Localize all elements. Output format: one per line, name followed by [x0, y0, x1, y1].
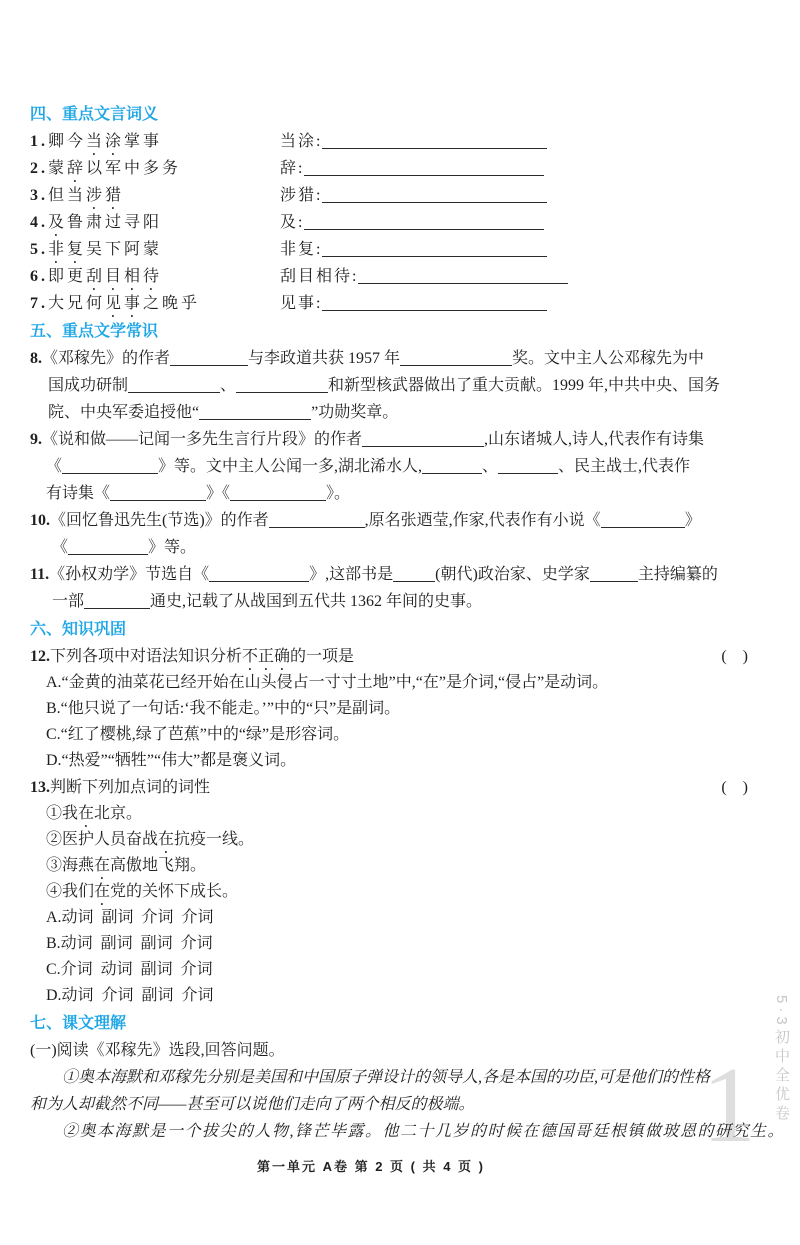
text-segment: 抗疫一线。	[174, 831, 255, 848]
text-segment: 当涂:	[280, 133, 323, 150]
answer-bracket: ( )	[721, 648, 748, 665]
fill-in-blank	[322, 186, 547, 203]
fill-in-blank	[128, 376, 220, 393]
text-segment: 在	[94, 857, 111, 874]
text-segment: ,原名张迺莹,作家,代表作有小说《	[364, 512, 601, 529]
text-segment: 非复:	[280, 241, 323, 258]
question8-line3	[30, 399, 762, 426]
text-segment: 但当	[48, 187, 87, 204]
text-segment: A.“金黄的油菜花已经开始在山头侵占一寸寸土地”中,“在”是介词,“侵占”是动词。	[46, 674, 609, 691]
question9-line2	[30, 453, 762, 480]
answer-blank-line	[280, 290, 762, 317]
section7-title: 七、课文理解	[30, 1015, 127, 1032]
passage-para1-line2	[30, 1091, 762, 1118]
text-segment: 1.	[30, 133, 48, 150]
fill-in-blank	[590, 565, 638, 582]
classical-word-row	[30, 263, 762, 290]
text-segment: 通史,记载了从战国到五代共 1362 年间的史事。	[150, 593, 483, 610]
text-segment: ②医护人员奋战	[46, 831, 159, 848]
fill-in-blank	[84, 592, 150, 609]
text-segment: 刮目相待:	[280, 268, 359, 285]
question12-option-d	[30, 748, 762, 774]
text-segment: 奖。文中主人公邓稼先为中	[512, 350, 705, 367]
phrase	[30, 182, 280, 209]
text-segment: 有诗集《	[46, 485, 111, 502]
section4-title: 四、重点文言词义	[30, 106, 159, 123]
fill-in-blank	[601, 511, 685, 528]
fill-in-blank	[362, 430, 484, 447]
text-segment: 《	[52, 539, 69, 556]
text-segment: 12.	[30, 648, 50, 665]
classical-word-row	[30, 155, 762, 182]
answer-blank-line	[280, 263, 762, 290]
text-segment: 、	[220, 377, 237, 394]
text-segment: 院、中央军委追授他“	[48, 404, 200, 421]
text-segment: (朝代)政治家、史学家	[435, 566, 590, 583]
question8-line1	[30, 345, 762, 372]
fill-in-blank	[400, 349, 512, 366]
question13-stem-text	[30, 774, 210, 801]
text-segment: 》等。文中主人公闻一多,湖北浠水人,	[158, 458, 423, 475]
text-segment: 11.	[30, 566, 50, 583]
classical-word-row	[30, 209, 762, 236]
text-segment: 判断下列加点词的词性	[50, 779, 211, 796]
classical-word-row	[30, 182, 762, 209]
question12-option-a	[30, 670, 762, 696]
fill-in-blank	[358, 267, 568, 284]
text-segment: 见事	[105, 295, 144, 312]
text-segment: ”功勋奖章。	[311, 404, 399, 421]
phrase	[30, 209, 280, 236]
text-segment: D.“热爱”“牺牲”“伟大”都是褒义词。	[46, 752, 297, 769]
text-segment: B.“他只说了一句话:‘我不能走。’”中的“只”是副词。	[46, 700, 401, 717]
answer-blank-line	[280, 128, 762, 155]
question11-line2	[30, 588, 762, 615]
text-segment: 2.	[30, 160, 48, 177]
phrase	[30, 236, 280, 263]
text-segment: ,山东诸城人,诗人,代表作有诗集	[484, 431, 705, 448]
text-segment: ④我们	[46, 883, 95, 900]
text-segment: 》,这部书是	[309, 566, 394, 583]
text-segment: 5.	[30, 241, 48, 258]
answer-bracket: ( )	[721, 779, 748, 796]
text-segment: 吴下阿蒙	[86, 241, 163, 258]
question13-option-a	[30, 905, 762, 931]
text-segment: 和为人却截然不同——甚至可以说他们走向了两个相反的极端。	[30, 1096, 475, 1113]
text-segment: 《邓稼先》的作者	[42, 350, 171, 367]
fill-in-blank	[269, 511, 365, 528]
answer-blank-line	[280, 155, 762, 182]
question12-option-b	[30, 696, 762, 722]
text-segment: 》等。	[148, 539, 197, 556]
phrase	[30, 128, 280, 155]
text-segment: 涉猎	[86, 187, 125, 204]
text-segment: 、民主战士,代表作	[558, 458, 691, 475]
text-segment: 下列各项中对语法知识分析	[50, 648, 243, 665]
question9-line3	[30, 480, 762, 507]
text-segment: 非复	[48, 241, 87, 258]
text-segment: 不正确	[242, 648, 291, 665]
answer-blank-line	[280, 236, 762, 263]
section4-rows	[30, 128, 762, 317]
fill-in-blank	[304, 213, 544, 230]
text-segment: 与李政道共获 1957 年	[248, 350, 401, 367]
text-segment: 掌事	[124, 133, 163, 150]
question13-item-3	[30, 853, 762, 879]
section6-title: 六、知识巩固	[30, 621, 127, 638]
phrase	[30, 155, 280, 182]
question12-stem-text	[30, 643, 354, 670]
question13-option-c	[30, 957, 762, 983]
question10-line2	[30, 534, 762, 561]
question13-item-1	[30, 801, 762, 827]
question13-item-2	[30, 827, 762, 853]
fill-in-blank	[170, 349, 248, 366]
text-segment: 蒙	[48, 160, 68, 177]
question13-item-4	[30, 879, 762, 905]
question8-line2	[30, 372, 762, 399]
answer-blank-line	[280, 209, 762, 236]
text-segment: ①奥本海默和邓稼先分别是美国和中国原子弹设计的领导人,各是本国的功臣,可是他们的性格	[62, 1069, 711, 1086]
text-segment: 在	[94, 883, 111, 900]
fill-in-blank	[110, 484, 206, 501]
fill-in-blank	[304, 159, 544, 176]
text-segment: 当涂	[86, 133, 125, 150]
fill-in-blank	[230, 484, 326, 501]
text-segment: 辞	[67, 160, 87, 177]
fill-in-blank	[68, 538, 148, 555]
text-segment: 涉猎:	[280, 187, 323, 204]
question9-line1	[30, 426, 762, 453]
question10-line1	[30, 507, 762, 534]
text-segment: 北京。	[94, 805, 143, 822]
text-segment: 6.	[30, 268, 48, 285]
text-segment: 》《	[206, 485, 231, 502]
text-segment: 鲁肃过寻阳	[67, 214, 163, 231]
fill-in-blank	[199, 403, 311, 420]
text-segment: B.动词 副词 副词 介词	[46, 935, 213, 952]
text-segment: 9.	[30, 431, 42, 448]
fill-in-blank	[236, 376, 328, 393]
text-segment: 《孙权劝学》节选自《	[49, 566, 210, 583]
text-segment: D.动词 介词 副词 介词	[46, 987, 214, 1004]
text-segment: 在	[78, 805, 95, 822]
text-segment: ③海燕	[46, 857, 95, 874]
text-segment: 一部	[52, 593, 85, 610]
unit-number-watermark: 1	[702, 1046, 756, 1165]
fill-in-blank	[322, 294, 547, 311]
text-segment: C.介词 动词 副词 介词	[46, 961, 213, 978]
reading-intro	[30, 1037, 762, 1064]
text-segment: 3.	[30, 187, 48, 204]
fill-in-blank	[393, 565, 435, 582]
text-segment: 主持编纂的	[637, 566, 718, 583]
fill-in-blank	[422, 457, 482, 474]
answer-blank-line	[280, 182, 762, 209]
text-segment: 10.	[30, 512, 50, 529]
classical-word-row	[30, 128, 762, 155]
text-segment: 在	[158, 831, 175, 848]
text-segment: 《回忆鲁迅先生(节选)》的作者	[50, 512, 269, 529]
text-segment: 大兄何	[48, 295, 106, 312]
book-edition-side-label: 5·3初中全优卷	[773, 995, 790, 1124]
fill-in-blank	[322, 132, 547, 149]
text-segment: 和新型核武器做出了重大贡献。1999 年,中共中央、国务	[328, 377, 721, 394]
text-segment: 之晚乎	[143, 295, 201, 312]
text-segment: 党的关怀下成长。	[110, 883, 239, 900]
text-segment: ②奥本海默是一个拔尖的人物,锋芒毕露。他二十几岁的时候在德国哥廷根镇做玻恩的研究生。	[62, 1123, 786, 1140]
section5-title: 五、重点文学常识	[30, 323, 159, 340]
text-segment: 4.	[30, 214, 48, 231]
text-segment: 及:	[280, 214, 305, 231]
text-segment: 》	[684, 512, 701, 529]
question13-option-d	[30, 983, 762, 1009]
question13-stem	[30, 774, 762, 801]
text-segment: 8.	[30, 350, 42, 367]
fill-in-blank	[62, 457, 158, 474]
phrase	[30, 290, 280, 317]
text-segment: 卿今	[48, 133, 87, 150]
text-segment: 《说和做——记闻一多先生言行片段》的作者	[42, 431, 363, 448]
question12-option-c	[30, 722, 762, 748]
text-segment: 刮目相待	[86, 268, 163, 285]
text-segment: 》。	[326, 485, 351, 502]
classical-word-row	[30, 236, 762, 263]
text-segment: 国成功研制	[48, 377, 129, 394]
phrase	[30, 263, 280, 290]
text-segment: 7.	[30, 295, 48, 312]
passage-para2-line1	[30, 1118, 786, 1145]
fill-in-blank	[498, 457, 558, 474]
text-segment: 13.	[30, 779, 50, 796]
text-segment: 及	[48, 214, 68, 231]
text-segment: 即更	[48, 268, 87, 285]
text-segment: 、	[482, 458, 499, 475]
question11-line1	[30, 561, 762, 588]
passage-para1-line1	[30, 1064, 762, 1091]
text-segment: 见事:	[280, 295, 323, 312]
text-segment: 辞:	[280, 160, 305, 177]
text-segment: 《	[46, 458, 63, 475]
text-segment: C.“红了樱桃,绿了芭蕉”中的“绿”是形容词。	[46, 726, 350, 743]
fill-in-blank	[322, 240, 547, 257]
classical-word-row	[30, 290, 762, 317]
page-footer: 第一单元 A卷 第 2 页 ( 共 4 页 )	[256, 1159, 485, 1174]
text-segment: A.动词 副词 介词 介词	[46, 909, 214, 926]
question12-stem	[30, 643, 762, 670]
text-segment: 高傲地飞翔。	[110, 857, 207, 874]
fill-in-blank	[209, 565, 309, 582]
text-segment: 以军中多务	[86, 160, 182, 177]
text-segment: 的一项是	[290, 648, 355, 665]
text-segment: ①我	[46, 805, 79, 822]
question13-option-b	[30, 931, 762, 957]
text-segment: (一)阅读《邓稼先》选段,回答问题。	[30, 1042, 285, 1059]
